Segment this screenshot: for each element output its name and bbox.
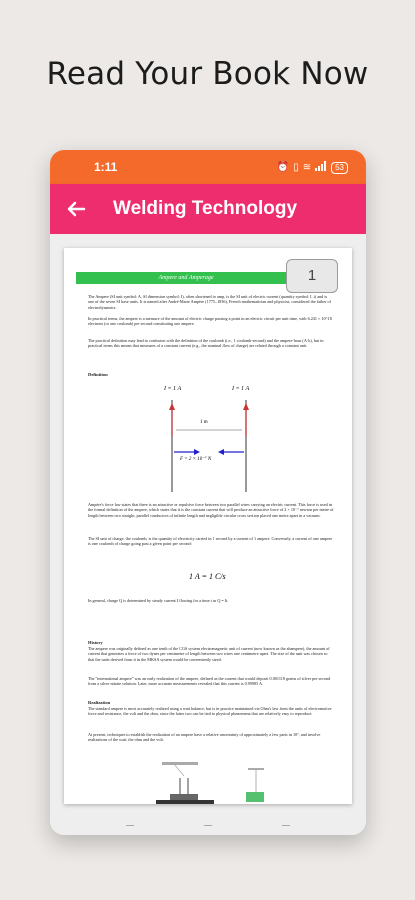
app-title: Welding Technology	[113, 198, 298, 219]
paragraph: The Ampere (SI unit symbol: A, SI dimension symbol: I), often shortened to amp, is the SI unit of electric current (quantity symbol: I, i) and is one of the seven SI base units. It is named after André-Marie Ampère (1775–1836), French mathematician and physicist, considered the father of electrodynamics.	[88, 294, 332, 310]
paragraph: The practical definition may lead to confusion with the definition of the coulomb (i.e., 1 coulomb-second) and the ampere-hour (A·h), but in practical terms this means that measures of a constant current (e.g., the nominal flow of charge) are related through a constant unit.	[88, 338, 324, 349]
book-page[interactable]	[64, 248, 352, 804]
wifi-icon: ≋	[302, 162, 312, 173]
system-nav-bar	[50, 821, 366, 835]
home-icon[interactable]	[204, 825, 212, 829]
back-arrow-icon	[64, 197, 88, 221]
section-title-bar: Ampere and Amperage	[76, 272, 296, 284]
status-time: 1:11	[94, 160, 118, 174]
signal-icon	[315, 161, 327, 174]
distance-label: 1 m	[200, 420, 208, 425]
ampere-force-diagram	[154, 386, 264, 492]
back-nav-icon[interactable]	[282, 825, 290, 829]
battery-icon: 53	[331, 162, 348, 174]
vibrate-icon: ▯	[293, 162, 299, 173]
app-bar	[50, 184, 366, 234]
alarm-icon: ⏰	[276, 162, 290, 173]
current-label-left: I = 1 A	[164, 386, 182, 392]
headline: Read Your Book Now	[46, 56, 369, 92]
realization-heading: Realization	[88, 700, 111, 705]
paragraph: In general, charge Q is determined by steady current I flowing for a time t as Q = It.	[88, 598, 229, 603]
paragraph: The ampere was originally defined as one tenth of the CGS system electromagnetic unit of current (now known as the abampere), the amount of current that generates a force of two dynes per centimetre of length between two wires one centimetre apart. The size of the unit was chosen so that the units derived from it in the MKSA system would be conveniently sized.	[88, 646, 330, 662]
status-bar	[50, 150, 366, 184]
equation: 1 A = 1 C/s	[189, 572, 226, 581]
history-heading: History	[88, 640, 103, 645]
paragraph: The "international ampere" was an early realization of the ampere, defined as the current that would deposit 0.001118 grams of silver per second from a silver nitrate solution. Later, more accurate measurements revealed that this current is 0.99985 A.	[88, 676, 331, 687]
paragraph: At present, techniques to establish the realization of an ampere have a relative uncertainty of approximately a few parts in 10⁷, and involve realizations of the watt, the ohm and the volt.	[88, 732, 321, 743]
phone-frame	[50, 150, 366, 835]
page-number-badge: 1	[286, 259, 338, 293]
back-button[interactable]	[64, 197, 88, 221]
force-label: F = 2 × 10⁻⁷ N	[180, 457, 212, 462]
recents-icon[interactable]	[126, 825, 134, 829]
current-label-right: I = 1 A	[232, 386, 250, 392]
definition-heading: Definition	[88, 372, 108, 377]
paragraph: The standard ampere is most accurately realized using a watt balance, but is in practice maintained via Ohm's law from the units of electromotive force and resistance, the volt and the ohm, since the latter two can be tied to physical phenomena that are relatively easy to reproduce.	[88, 706, 332, 717]
paragraph: Ampère's force law states that there is an attractive or repulsive force between two parallel wires carrying an electric current. This force is used in the formal definition of the ampere, which states that it is the constant current that will produce an attractive force of 2 × 10⁻⁷ newton per metre of length between two straight, parallel conductors of infinite length and negligible circular cross section placed one metre apart in a vacuum.	[88, 502, 334, 518]
paragraph: The SI unit of charge, the coulomb, is the quantity of electricity carried in 1 second by a current of 1 ampere. Conversely, a current of one ampere is one coulomb of charge going past a given point per second:	[88, 536, 333, 547]
paragraph: In practical terms, the ampere is a measure of the amount of electric charge passing a point in an electric circuit per unit time, with 6.241 × 10^18 electrons (or one coulomb) per second constituting one ampere.	[88, 316, 332, 327]
apparatus-illustration	[144, 756, 284, 804]
status-icons	[277, 161, 348, 174]
reader-area[interactable]	[50, 234, 366, 835]
